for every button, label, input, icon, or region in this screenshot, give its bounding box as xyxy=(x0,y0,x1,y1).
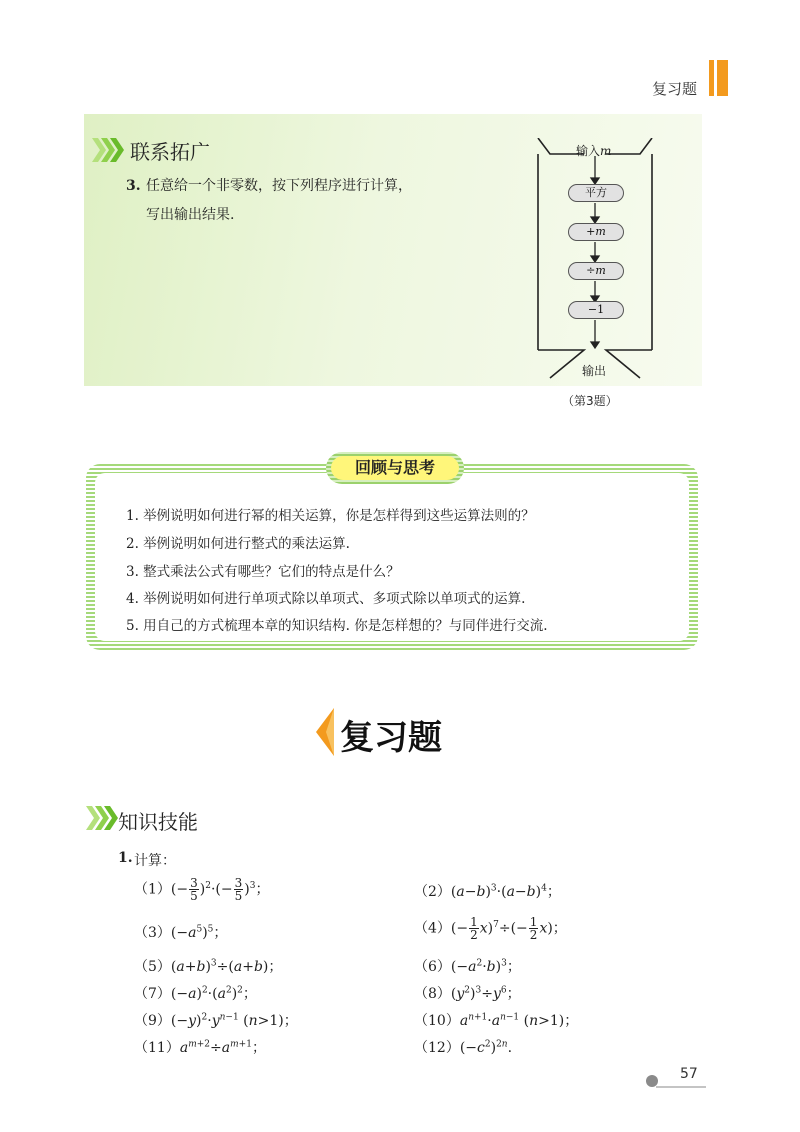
exercise-item-6: $(6)(-a^2\cdot b)^3$； xyxy=(414,958,521,975)
page-number: 57 xyxy=(680,1066,698,1082)
chevrons-icon xyxy=(86,806,120,830)
exercises-title: 复习题 xyxy=(340,718,442,758)
exercise-item-7: $(7)(-a)^2\cdot(a^2)^2$； xyxy=(134,985,257,1002)
title-triangle-icon xyxy=(314,708,336,756)
exercise-item-12: $(12)(-c^2)^{2n}$. xyxy=(414,1039,513,1056)
problem-number: 3. xyxy=(126,178,141,194)
exercise-item-5: $(5)(a+b)^3\div(a+b)$； xyxy=(134,958,283,975)
running-header-title: 复习题 xyxy=(652,80,698,98)
exercise-item-2: $(2)(a-b)^3\cdot(a-b)^4$； xyxy=(414,883,561,900)
review-item: 5. 用自己的方式梳理本章的知识结构. 你是怎样想的？与同伴进行交流. xyxy=(126,618,548,634)
review-tag: 回顾与思考 xyxy=(331,456,459,480)
flowchart-output-label: 输出 xyxy=(582,364,607,378)
exercise-item-1: （1）(− $\frac{3}{5}$ )$^2$·(− $\frac{3}{5}$ )$^3$； xyxy=(134,876,270,903)
header-accent-bar xyxy=(709,60,714,96)
flowchart-input-var: m xyxy=(600,144,612,158)
review-item: 1. 举例说明如何进行幂的相关运算，你是怎样得到这些运算法则的？ xyxy=(126,508,535,524)
flowchart-step-subtract: −1 xyxy=(568,301,624,319)
exercise-item-9: $(9)(-y)^2\cdot y^{n-1}$ (n>1)； xyxy=(134,1012,298,1029)
flowchart-step-divide: ÷m xyxy=(568,262,624,280)
exercise-item-4: （4）(− $\frac{1}{2}$ x)$^7$÷(− $\frac{1}{2}$ x)； xyxy=(414,915,567,942)
header-accent-bar xyxy=(717,60,728,96)
flowchart-frame xyxy=(530,138,660,384)
exercise-item-10: $(10)a^{n+1}\cdot a^{n-1}$ (n>1)； xyxy=(414,1012,579,1029)
flowchart-input xyxy=(576,142,611,159)
flowchart-step-add: +m xyxy=(568,223,624,241)
question-number: 1. xyxy=(118,850,133,866)
exercise-item-3: $(3)(-a^5)^5$； xyxy=(134,924,228,941)
section-title-skills: 知识技能 xyxy=(118,810,198,834)
exercise-item-8: $(8)(y^2)^3\div y^6$； xyxy=(414,985,521,1002)
problem-text: 写出输出结果. xyxy=(146,207,235,223)
exercise-item-11: $(11)a^{m+2}\div a^{m+1}$； xyxy=(134,1039,266,1056)
flowchart-step-square: 平方 xyxy=(568,184,624,202)
review-item: 2. 举例说明如何进行整式的乘法运算. xyxy=(126,536,350,552)
flowchart-caption: （第3题） xyxy=(562,394,618,408)
review-item: 3. 整式乘法公式有哪些？它们的特点是什么？ xyxy=(126,564,400,580)
section-title-extend: 联系拓广 xyxy=(130,140,210,164)
flowchart-input-label: 输入 xyxy=(576,144,601,158)
chevrons-icon xyxy=(92,138,126,162)
question-label: 计算： xyxy=(134,853,176,869)
problem-text: 任意给一个非零数，按下列程序进行计算， xyxy=(146,178,412,194)
review-item: 4. 举例说明如何进行单项式除以单项式、多项式除以单项式的运算. xyxy=(126,591,526,607)
